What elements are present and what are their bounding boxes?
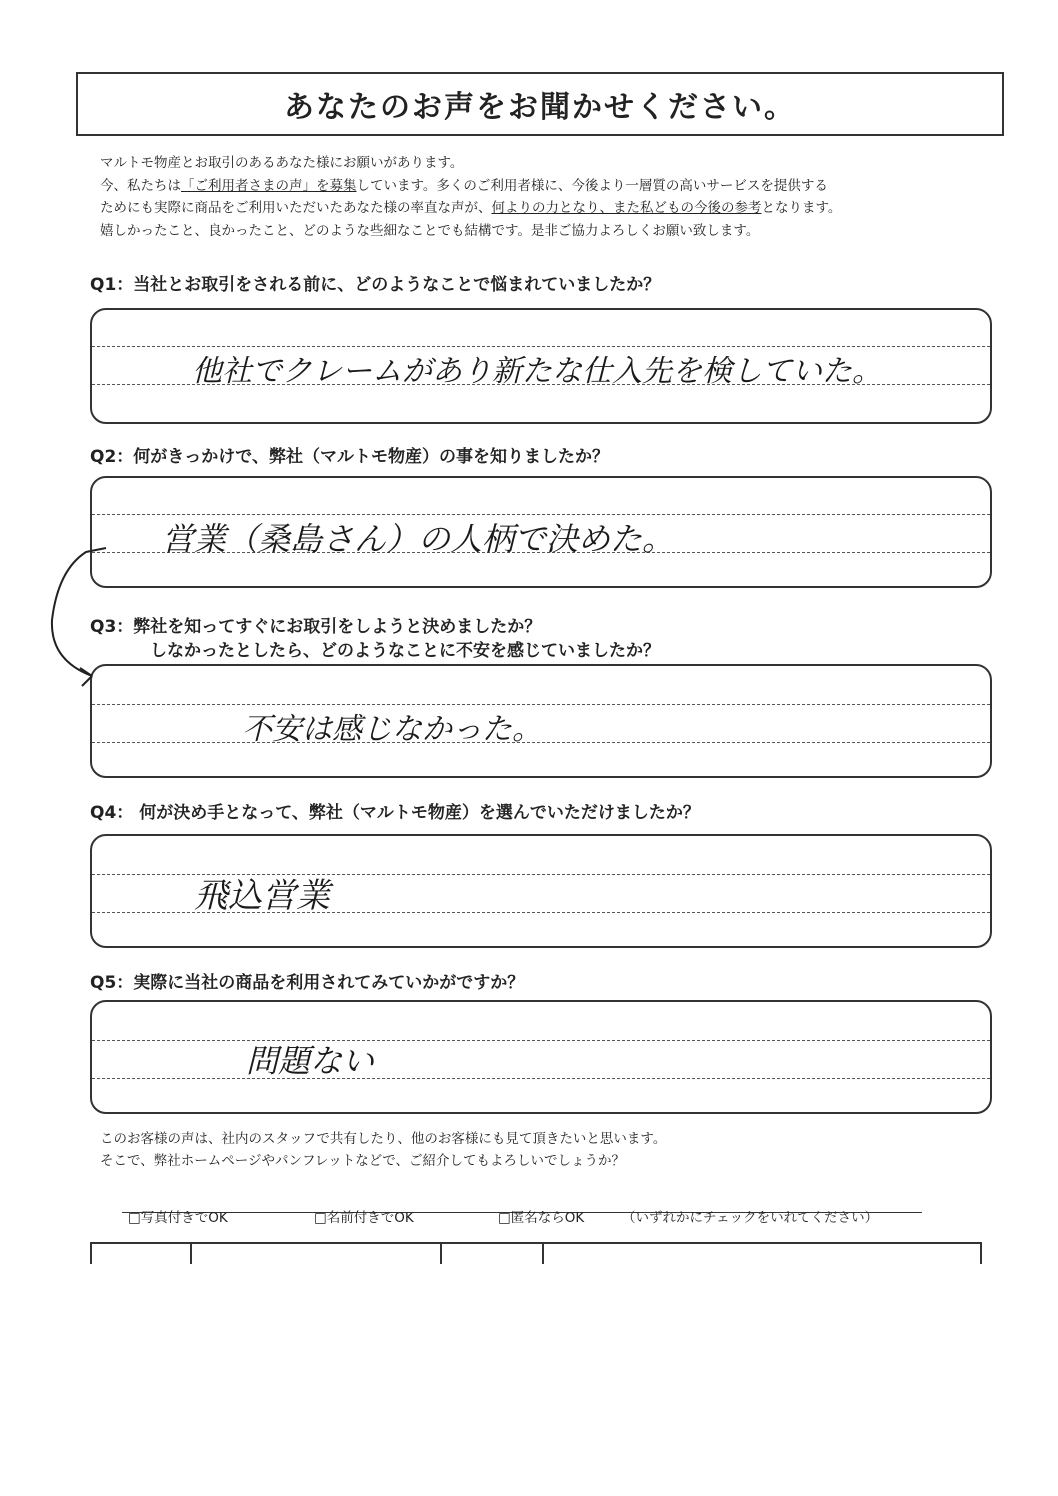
handwritten-arrow-icon — [36, 540, 116, 710]
dashed-line — [92, 1040, 990, 1041]
question-3-line-1: Q3：弊社を知ってすぐにお取引をしようと決めましたか？ — [90, 617, 542, 637]
checkbox-anonymous-ok[interactable]: □匿名ならOK — [498, 1210, 585, 1226]
intro-text — [100, 152, 980, 242]
table-border — [90, 1244, 92, 1264]
answer-2-text: 営業（桑島さん）の人柄で決めた。 — [162, 520, 675, 558]
survey-title-box — [76, 72, 1004, 136]
intro-line-2c: しています。多くのご利用者様に、今後より一層質の高いサービスを提供する — [356, 177, 828, 194]
table-border — [980, 1244, 982, 1264]
intro-line-3b: 何よりの力となり、また私どもの今後の参考 — [491, 200, 762, 216]
table-border — [542, 1244, 544, 1264]
intro-line-3a: ためにも実際に商品をご利用いただいたあなた様の率直な声が、 — [100, 200, 492, 216]
question-2: Q2：何がきっかけで、弊社（マルトモ物産）の事を知りましたか？ — [90, 447, 609, 467]
customer-info-table — [90, 1242, 982, 1264]
question-3-line-2: しなかったとしたら、どのようなことに不安を感じていましたか？ — [150, 641, 660, 661]
answer-box-5 — [90, 1000, 992, 1114]
checkbox-photo-ok[interactable]: □写真付きでOK — [128, 1210, 228, 1226]
question-1: Q1：当社とお取引をされる前に、どのようなことで悩まれていましたか？ — [90, 275, 661, 295]
intro-line-1: マルトモ物産とお取引のあるあなた様にお願いがあります。 — [100, 155, 464, 171]
checkbox-instruction: （いずれかにチェックをいれてください） — [622, 1210, 879, 1226]
dashed-line — [92, 1078, 990, 1079]
consent-line-2: そこで、弊社ホームページやパンフレットなどで、ご紹介してもよろしいでしょうか？ — [100, 1153, 626, 1169]
intro-line-2 — [100, 175, 980, 198]
checkbox-name-ok[interactable]: □名前付きでOK — [314, 1210, 414, 1226]
consent-text — [100, 1128, 666, 1172]
question-4: Q4： 何が決め手となって、弊社（マルトモ物産）を選んでいただけましたか？ — [90, 803, 700, 823]
answer-box-4 — [90, 834, 992, 948]
intro-line-2a: 今、私たちは — [100, 177, 181, 194]
intro-line-3 — [100, 197, 980, 220]
answer-3-text: 不安は感じなかった。 — [242, 712, 542, 747]
answer-4-text: 飛込営業 — [194, 876, 330, 916]
answer-box-3 — [90, 664, 992, 778]
answer-box-2 — [90, 476, 992, 588]
intro-line-2b: 「ご利用者さまの声」を募集 — [181, 177, 357, 194]
answer-box-1 — [90, 308, 992, 424]
table-border — [190, 1244, 192, 1264]
consent-checkbox-row — [122, 1210, 922, 1226]
intro-line-4: 嬉しかったこと、良かったこと、どのような些細なことでも結構です。是非ご協力よろしくお願い致します。 — [100, 222, 760, 239]
answer-1-text: 他社でクレームがあり新たな仕入先を検していた。 — [192, 354, 882, 389]
answer-5-text: 問題ない — [246, 1042, 375, 1080]
intro-line-3c: となります。 — [761, 200, 842, 216]
question-5: Q5：実際に当社の商品を利用されてみていかがですか？ — [90, 973, 525, 993]
survey-title: あなたのお声をお聞かせください。 — [284, 90, 796, 125]
consent-line-1: このお客様の声は、社内のスタッフで共有したり、他のお客様にも見て頂きたいと思います。 — [100, 1131, 667, 1147]
table-border — [440, 1244, 442, 1264]
